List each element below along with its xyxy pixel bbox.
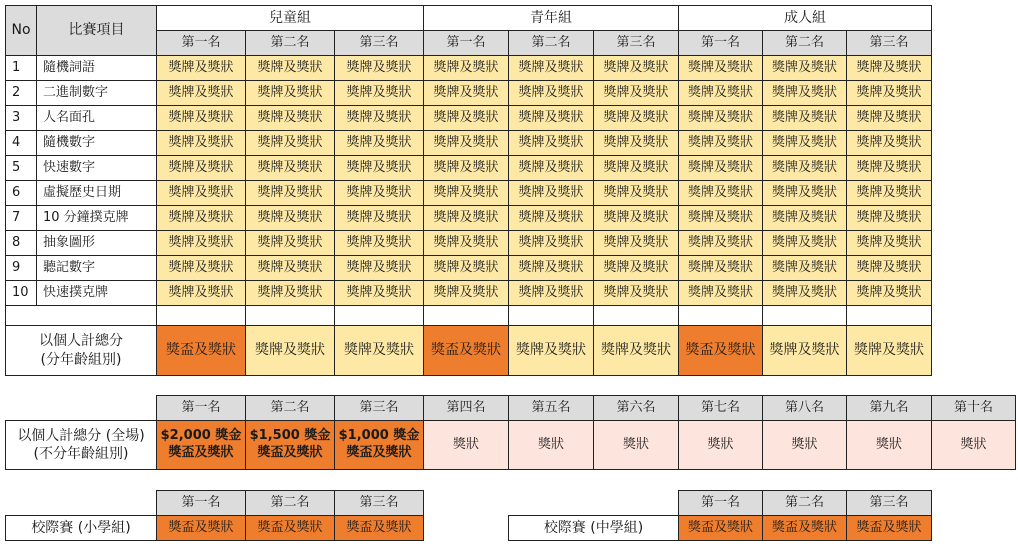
total-prize-cell: 獎牌及獎狀 (762, 325, 847, 376)
prize-cell: 獎牌及獎狀 (593, 180, 679, 206)
prize-cell: 獎牌及獎狀 (423, 80, 509, 106)
prize-cell: 獎牌及獎狀 (508, 205, 594, 231)
prize-cell: 獎牌及獎狀 (846, 105, 932, 131)
prize-cell: 獎牌及獎狀 (245, 155, 335, 181)
prize-cell: 獎牌及獎狀 (508, 130, 594, 156)
prize-cell: 獎牌及獎狀 (156, 80, 246, 106)
prize-cell: 獎牌及獎狀 (593, 105, 679, 131)
prize-cell: 獎牌及獎狀 (762, 130, 847, 156)
prize-cell: 獎牌及獎狀 (762, 105, 847, 131)
total-prize-cell: 獎盃及獎狀 (423, 325, 509, 376)
prize-cell: 獎牌及獎狀 (156, 280, 246, 306)
prize-cell: 獎牌及獎狀 (593, 130, 679, 156)
prize-cell: 獎牌及獎狀 (423, 230, 509, 256)
prize-cell: 獎牌及獎狀 (678, 105, 763, 131)
prize-cell: 獎牌及獎狀 (156, 255, 246, 281)
prize-cell: 獎牌及獎狀 (156, 180, 246, 206)
prize-cell: 獎牌及獎狀 (846, 205, 932, 231)
prize-cell: 獎牌及獎狀 (846, 255, 932, 281)
blank-cell (423, 305, 509, 326)
prize-cell: 獎牌及獎狀 (156, 105, 246, 131)
prize-cell: 獎牌及獎狀 (593, 55, 679, 81)
blank-cell (762, 305, 847, 326)
prize-cell: 獎牌及獎狀 (762, 280, 847, 306)
prize-cell: 獎牌及獎狀 (508, 105, 594, 131)
row-number: 3 (5, 105, 37, 131)
prize-cell: 獎牌及獎狀 (678, 205, 763, 231)
overall-other-prize: 獎狀 (593, 420, 679, 470)
row-number: 10 (5, 280, 37, 306)
event-header: 比賽項目 (36, 5, 157, 56)
total-prize-cell: 獎牌及獎狀 (334, 325, 424, 376)
prize-cell: 獎牌及獎狀 (334, 280, 424, 306)
prize-cell: 獎牌及獎狀 (508, 230, 594, 256)
school-prize-cell: 獎盃及獎狀 (245, 515, 335, 541)
prize-cell: 獎牌及獎狀 (334, 230, 424, 256)
row-number: 9 (5, 255, 37, 281)
prize-cell: 獎牌及獎狀 (678, 155, 763, 181)
prize-cell: 獎牌及獎狀 (245, 255, 335, 281)
prize-cell: 獎牌及獎狀 (245, 55, 335, 81)
school-prize-cell: 獎盃及獎狀 (334, 515, 424, 541)
prize-cell: 獎牌及獎狀 (334, 205, 424, 231)
blank-cell (846, 305, 932, 326)
group-header: 兒童組 (156, 5, 424, 31)
school-prize-cell: 獎盃及獎狀 (156, 515, 246, 541)
total-label (5, 325, 157, 376)
prize-cell: 獎牌及獎狀 (846, 130, 932, 156)
prize-cell: 獎牌及獎狀 (593, 80, 679, 106)
rank-header: 第一名 (678, 490, 763, 516)
prize-cell: 獎牌及獎狀 (846, 80, 932, 106)
prize-cell: 獎牌及獎狀 (762, 80, 847, 106)
prize-cell: 獎牌及獎狀 (678, 230, 763, 256)
group-header: 青年組 (423, 5, 679, 31)
cell-line: (不分年齡組別) (33, 446, 129, 462)
prize-cell: 獎牌及獎狀 (846, 280, 932, 306)
total-prize-cell: 獎牌及獎狀 (593, 325, 679, 376)
rank-header: 第八名 (762, 395, 847, 421)
rank-header: 第二名 (508, 30, 594, 56)
school-prize-cell: 獎盃及獎狀 (846, 515, 932, 541)
school-prize-cell: 獎盃及獎狀 (762, 515, 847, 541)
prize-cell: 獎牌及獎狀 (245, 205, 335, 231)
blank-cell (156, 305, 246, 326)
cell-line: (分年齡組別) (40, 351, 122, 368)
prize-cell: 獎牌及獎狀 (423, 180, 509, 206)
rank-header: 第一名 (423, 30, 509, 56)
prize-cell: 獎牌及獎狀 (678, 55, 763, 81)
prize-cell: 獎牌及獎狀 (334, 180, 424, 206)
overall-label (5, 420, 157, 470)
event-name: 二進制數字 (36, 80, 157, 106)
prize-cell: 獎牌及獎狀 (334, 255, 424, 281)
rank-header: 第七名 (678, 395, 763, 421)
rank-header: 第三名 (846, 30, 932, 56)
no-header: No (5, 5, 37, 56)
prize-cell: 獎牌及獎狀 (762, 230, 847, 256)
prize-cell: 獎牌及獎狀 (245, 280, 335, 306)
prize-cell: 獎牌及獎狀 (762, 180, 847, 206)
event-name: 隨機詞語 (36, 55, 157, 81)
prize-cell: 獎牌及獎狀 (678, 255, 763, 281)
event-name: 聽記數字 (36, 255, 157, 281)
prize-cell: 獎牌及獎狀 (593, 155, 679, 181)
rank-header: 第十名 (931, 395, 1016, 421)
prize-cell: 獎牌及獎狀 (423, 55, 509, 81)
overall-other-prize: 獎狀 (846, 420, 932, 470)
row-number: 4 (5, 130, 37, 156)
overall-top-prize (156, 420, 246, 470)
group-header: 成人組 (678, 5, 932, 31)
row-number: 6 (5, 180, 37, 206)
rank-header: 第三名 (334, 490, 424, 516)
cell-line: $2,000 獎金 (160, 428, 242, 444)
prize-cell: 獎牌及獎狀 (245, 80, 335, 106)
blank-cell (334, 305, 424, 326)
event-name: 人名面孔 (36, 105, 157, 131)
prize-cell: 獎牌及獎狀 (678, 130, 763, 156)
prize-cell: 獎牌及獎狀 (762, 205, 847, 231)
blank-cell (593, 305, 679, 326)
prize-cell: 獎牌及獎狀 (508, 280, 594, 306)
overall-top-prize (245, 420, 335, 470)
prize-cell: 獎牌及獎狀 (508, 180, 594, 206)
prize-cell: 獎牌及獎狀 (334, 80, 424, 106)
prize-cell: 獎牌及獎狀 (508, 55, 594, 81)
total-prize-cell: 獎盃及獎狀 (156, 325, 246, 376)
prize-cell: 獎牌及獎狀 (334, 130, 424, 156)
prize-cell: 獎牌及獎狀 (762, 55, 847, 81)
prize-cell: 獎牌及獎狀 (593, 255, 679, 281)
rank-header: 第二名 (762, 30, 847, 56)
cell-line: 以個人計總分 (全場) (17, 427, 145, 444)
cell-line: 以個人計總分 (39, 333, 123, 350)
secondary-school-label: 校際賽 (中學組) (508, 515, 679, 541)
prize-cell: 獎牌及獎狀 (678, 80, 763, 106)
total-prize-cell: 獎牌及獎狀 (245, 325, 335, 376)
prize-cell: 獎牌及獎狀 (156, 155, 246, 181)
rank-header: 第九名 (846, 395, 932, 421)
rank-header: 第三名 (593, 30, 679, 56)
prize-cell: 獎牌及獎狀 (245, 130, 335, 156)
prize-cell: 獎牌及獎狀 (508, 255, 594, 281)
prize-cell: 獎牌及獎狀 (334, 55, 424, 81)
event-name: 抽象圖形 (36, 230, 157, 256)
cell-line: $1,500 獎金 (249, 428, 331, 444)
prize-cell: 獎牌及獎狀 (156, 230, 246, 256)
rank-header: 第一名 (156, 30, 246, 56)
row-number: 8 (5, 230, 37, 256)
total-prize-cell: 獎牌及獎狀 (508, 325, 594, 376)
prize-cell: 獎牌及獎狀 (846, 155, 932, 181)
prize-cell: 獎牌及獎狀 (678, 280, 763, 306)
prize-cell: 獎牌及獎狀 (762, 155, 847, 181)
cell-line: $1,000 獎金 (338, 428, 420, 444)
total-prize-cell: 獎盃及獎狀 (678, 325, 763, 376)
row-number: 2 (5, 80, 37, 106)
prize-cell: 獎牌及獎狀 (156, 205, 246, 231)
prize-cell: 獎牌及獎狀 (846, 230, 932, 256)
school-prize-cell: 獎盃及獎狀 (678, 515, 763, 541)
rank-header: 第二名 (245, 490, 335, 516)
prize-cell: 獎牌及獎狀 (156, 130, 246, 156)
rank-header: 第一名 (156, 395, 246, 421)
rank-header: 第三名 (846, 490, 932, 516)
overall-other-prize: 獎狀 (931, 420, 1016, 470)
rank-header: 第二名 (245, 30, 335, 56)
prize-cell: 獎牌及獎狀 (423, 280, 509, 306)
blank-cell (5, 305, 157, 326)
rank-header: 第六名 (593, 395, 679, 421)
cell-line: 獎盃及獎狀 (168, 445, 234, 460)
prize-cell: 獎牌及獎狀 (423, 130, 509, 156)
event-name: 隨機數字 (36, 130, 157, 156)
overall-top-prize (334, 420, 424, 470)
blank-cell (245, 305, 335, 326)
prize-cell: 獎牌及獎狀 (423, 105, 509, 131)
event-name: 虛擬歷史日期 (36, 180, 157, 206)
rank-header: 第五名 (508, 395, 594, 421)
prize-cell: 獎牌及獎狀 (846, 55, 932, 81)
prize-cell: 獎牌及獎狀 (762, 255, 847, 281)
blank-cell (508, 305, 594, 326)
prize-cell: 獎牌及獎狀 (593, 230, 679, 256)
cell-line: 獎盃及獎狀 (257, 445, 323, 460)
prize-cell: 獎牌及獎狀 (245, 180, 335, 206)
prize-cell: 獎牌及獎狀 (508, 155, 594, 181)
prize-cell: 獎牌及獎狀 (423, 155, 509, 181)
rank-header: 第二名 (762, 490, 847, 516)
event-name: 快速數字 (36, 155, 157, 181)
prize-cell: 獎牌及獎狀 (593, 205, 679, 231)
event-name: 10 分鐘撲克牌 (36, 205, 157, 231)
row-number: 7 (5, 205, 37, 231)
total-prize-cell: 獎牌及獎狀 (846, 325, 932, 376)
overall-other-prize: 獎狀 (762, 420, 847, 470)
prize-cell: 獎牌及獎狀 (423, 255, 509, 281)
rank-header: 第三名 (334, 395, 424, 421)
prize-cell: 獎牌及獎狀 (846, 180, 932, 206)
event-name: 快速撲克牌 (36, 280, 157, 306)
prize-cell: 獎牌及獎狀 (156, 55, 246, 81)
rank-header: 第二名 (245, 395, 335, 421)
prize-cell: 獎牌及獎狀 (678, 180, 763, 206)
rank-header: 第三名 (334, 30, 424, 56)
overall-other-prize: 獎狀 (508, 420, 594, 470)
rank-header: 第四名 (423, 395, 509, 421)
blank-cell (678, 305, 763, 326)
prize-cell: 獎牌及獎狀 (245, 105, 335, 131)
prize-cell: 獎牌及獎狀 (593, 280, 679, 306)
rank-header: 第一名 (678, 30, 763, 56)
prize-cell: 獎牌及獎狀 (334, 105, 424, 131)
prize-cell: 獎牌及獎狀 (334, 155, 424, 181)
cell-line: 獎盃及獎狀 (346, 445, 412, 460)
row-number: 1 (5, 55, 37, 81)
overall-other-prize: 獎狀 (423, 420, 509, 470)
primary-school-label: 校際賽 (小學組) (5, 515, 157, 541)
prize-cell: 獎牌及獎狀 (245, 230, 335, 256)
row-number: 5 (5, 155, 37, 181)
rank-header: 第一名 (156, 490, 246, 516)
prize-cell: 獎牌及獎狀 (508, 80, 594, 106)
overall-other-prize: 獎狀 (678, 420, 763, 470)
prize-cell: 獎牌及獎狀 (423, 205, 509, 231)
